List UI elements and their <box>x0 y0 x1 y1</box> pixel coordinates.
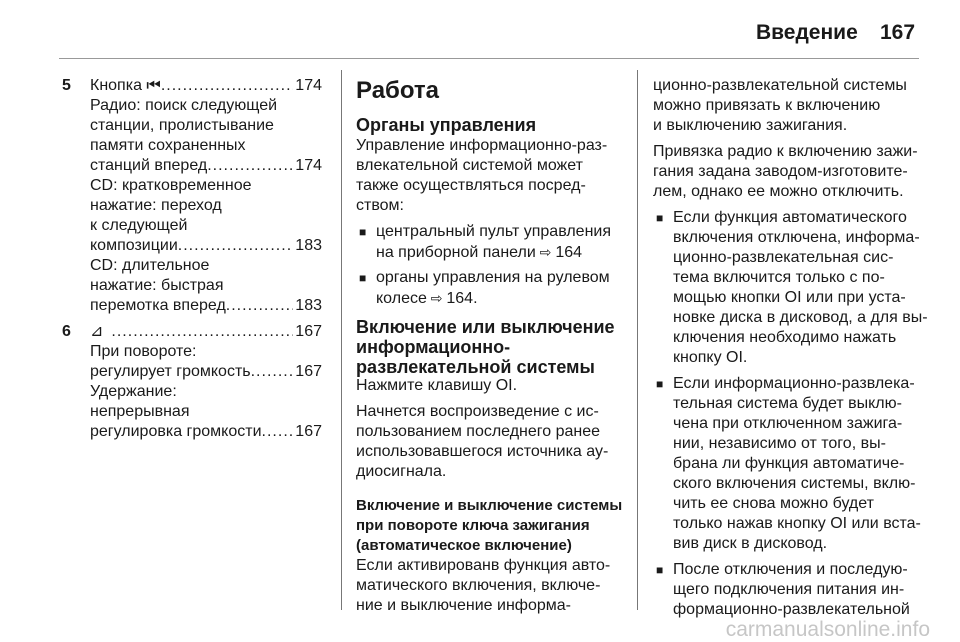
controls-paragraph <box>356 136 628 216</box>
item-text-line: включения отключена, информа- <box>673 229 920 246</box>
entry-label: станций вперед <box>90 157 208 174</box>
item-text-line: брана ли функция автоматиче- <box>673 455 905 472</box>
list-item <box>653 208 928 368</box>
power-instruction <box>356 376 628 396</box>
controls-text-line: также осуществляться посред- <box>356 177 586 194</box>
entry-number: 5 <box>62 77 71 94</box>
item-text-line: ■ центральный пульт управления <box>376 223 612 240</box>
item-text-line-with-ref <box>376 242 628 262</box>
entry-label: регулирует громкость <box>90 363 251 380</box>
entry-text: непрерывная <box>90 403 190 420</box>
page-ref-arrow-icon: ⇨ <box>426 290 447 306</box>
ignition-text-line: ние и выключение информа- <box>356 597 571 614</box>
page-ref: 167 <box>295 423 322 440</box>
item-text-line: кнопку ОI. <box>673 349 748 366</box>
ignition-heading-line: (автоматическое включение) <box>356 537 572 554</box>
operation-column <box>356 78 628 622</box>
dot-leader <box>161 76 293 96</box>
item-text-line: ■ органы управления на рулевом <box>376 269 610 286</box>
list-item <box>653 560 925 620</box>
entry-text: При повороте: <box>90 343 197 360</box>
item-text-line: ■ После отключения и последую- <box>673 561 908 578</box>
entry-label: композиции <box>90 237 178 254</box>
ignition-heading-line: Включение и выключение системы <box>356 497 623 514</box>
column-divider-2 <box>637 70 638 610</box>
entry-text: станции, пролистывание <box>90 117 274 134</box>
entry-text: Радио: поиск следующей <box>90 97 278 114</box>
dot-leader <box>178 236 294 256</box>
page-ref: 174 <box>295 77 322 94</box>
dot-leader <box>207 156 293 176</box>
power-text-line: использовавшегося источника ау- <box>356 443 609 460</box>
controls-legend-column <box>62 76 322 448</box>
controls-heading: Органы управления <box>356 115 537 135</box>
column-divider <box>341 70 342 610</box>
page-ref-arrow-icon: ⇨ <box>535 244 556 260</box>
entry-text: CD: кратковременное <box>90 177 252 194</box>
item-text-line: чена при отключенном зажига- <box>673 415 903 432</box>
section-title: Введение <box>756 21 858 44</box>
leader-line <box>90 362 322 382</box>
ignition-text-line: Если активированв функция авто- <box>356 557 611 574</box>
leader-line <box>90 236 322 256</box>
dot-leader <box>251 362 294 382</box>
ignition-text-line: ционно-развлекательной системы <box>653 77 907 94</box>
item-text-line: нии, независимо от того, вы- <box>673 435 886 452</box>
list-item <box>356 222 628 262</box>
entry-text: нажатие: переход <box>90 197 222 214</box>
ignition-text-line: и выключению зажигания. <box>653 117 848 134</box>
item-text-line: ■ Если информационно-развлека- <box>673 375 915 392</box>
list-item <box>653 374 925 554</box>
leader-line <box>90 296 322 316</box>
entry-text: памяти сохраненных <box>90 137 246 154</box>
ignition-paragraph <box>356 556 628 616</box>
item-text-line: чить ее снова можно будет <box>673 495 874 512</box>
ignition-text-line: можно привязать к включению <box>653 97 881 114</box>
leader-line <box>90 76 322 96</box>
page-number: 167 <box>880 21 916 44</box>
leader-line <box>90 322 322 342</box>
page-ref: 183 <box>295 237 322 254</box>
entry-label: Кнопка ⏮ <box>90 77 161 94</box>
power-text-line: диосигнала. <box>356 463 447 480</box>
item-text-line: вив диск в дисковод. <box>673 535 828 552</box>
mute-icon: ⊿ <box>90 323 104 340</box>
entry-label: перемотка вперед <box>90 297 226 314</box>
item-text-line: только нажав кнопку ОI или вста- <box>673 515 921 532</box>
leader-line <box>90 156 322 176</box>
dot-leader <box>262 422 294 442</box>
page-ref: 174 <box>295 157 322 174</box>
factory-text-line: гания задана заводом-изготовите- <box>653 163 908 180</box>
item-text-line: ционно-развлекательная сис- <box>673 249 894 266</box>
power-heading <box>356 316 628 376</box>
page-ref: 167 <box>295 323 322 340</box>
page-ref: 164 <box>555 244 583 261</box>
watermark-text: carmanualsonline.info <box>725 618 930 641</box>
ignition-paragraph-cont <box>653 76 925 136</box>
dot-leader <box>226 296 294 316</box>
entry-label: регулировка громкости <box>90 423 262 440</box>
entry-text: нажатие: быстрая <box>90 277 224 294</box>
ignition-text-line: матического включения, включе- <box>356 577 601 594</box>
item-text-line: формационно-развлекательной <box>673 601 910 618</box>
power-text-line: пользованием последнего ранее <box>356 423 601 440</box>
ignition-column <box>653 76 928 628</box>
controls-text-line: ством: <box>356 197 404 214</box>
power-heading-line: развлекательной системы <box>356 357 595 377</box>
legend-entry <box>62 76 322 316</box>
item-text-line: ■ Если функция автоматического <box>673 209 907 226</box>
page-ref: 164. <box>446 290 478 307</box>
factory-setting-paragraph <box>653 142 925 202</box>
entry-text: Удержание: <box>90 383 177 400</box>
watermark <box>0 618 960 642</box>
page-ref: 183 <box>295 297 322 314</box>
legend-entry <box>62 322 322 442</box>
item-text-line: тельная система будет выклю- <box>673 395 902 412</box>
entry-number: 6 <box>62 323 71 340</box>
power-text-line: Нажмите клавишу ОI. <box>356 377 518 394</box>
controls-text-line: влекательной системой может <box>356 157 583 174</box>
section-heading: Работа <box>356 77 440 104</box>
page-ref: 167 <box>295 363 322 380</box>
page-header <box>0 0 960 60</box>
item-text: колесе <box>376 290 427 307</box>
header-rule <box>59 58 919 59</box>
item-text-line: щего подключения питания ин- <box>673 581 905 598</box>
ignition-heading <box>356 496 628 556</box>
ignition-heading-line: при повороте ключа зажигания <box>356 517 590 534</box>
power-heading-line: информационно- <box>356 337 511 357</box>
factory-text-line: Привязка радио к включению зажи- <box>653 143 918 160</box>
entry-text: CD: длительное <box>90 257 210 274</box>
item-text-line: новке диска в дисковод, а для вы- <box>673 309 928 326</box>
item-text-line: ключения необходимо нажать <box>673 329 897 346</box>
item-text: на приборной панели <box>376 244 536 261</box>
dot-leader <box>111 322 293 342</box>
item-text-line: ского включения системы, вклю- <box>673 475 916 492</box>
list-item <box>356 268 628 308</box>
item-text-line-with-ref <box>376 288 628 308</box>
power-heading-line: Включение или выключение <box>356 317 615 337</box>
item-text-line: мощью кнопки ОI или при уста- <box>673 289 906 306</box>
item-text-line: тема включится только с по- <box>673 269 885 286</box>
leader-line <box>90 422 322 442</box>
power-text-line: Начнется воспроизведение с ис- <box>356 403 599 420</box>
factory-text-line: лем, однако ее можно отключить. <box>653 183 904 200</box>
notes-list <box>653 208 928 620</box>
power-paragraph <box>356 402 628 482</box>
controls-list <box>356 222 628 308</box>
controls-text-line: Управление информационно-раз- <box>356 137 608 154</box>
entry-text: к следующей <box>90 217 188 234</box>
